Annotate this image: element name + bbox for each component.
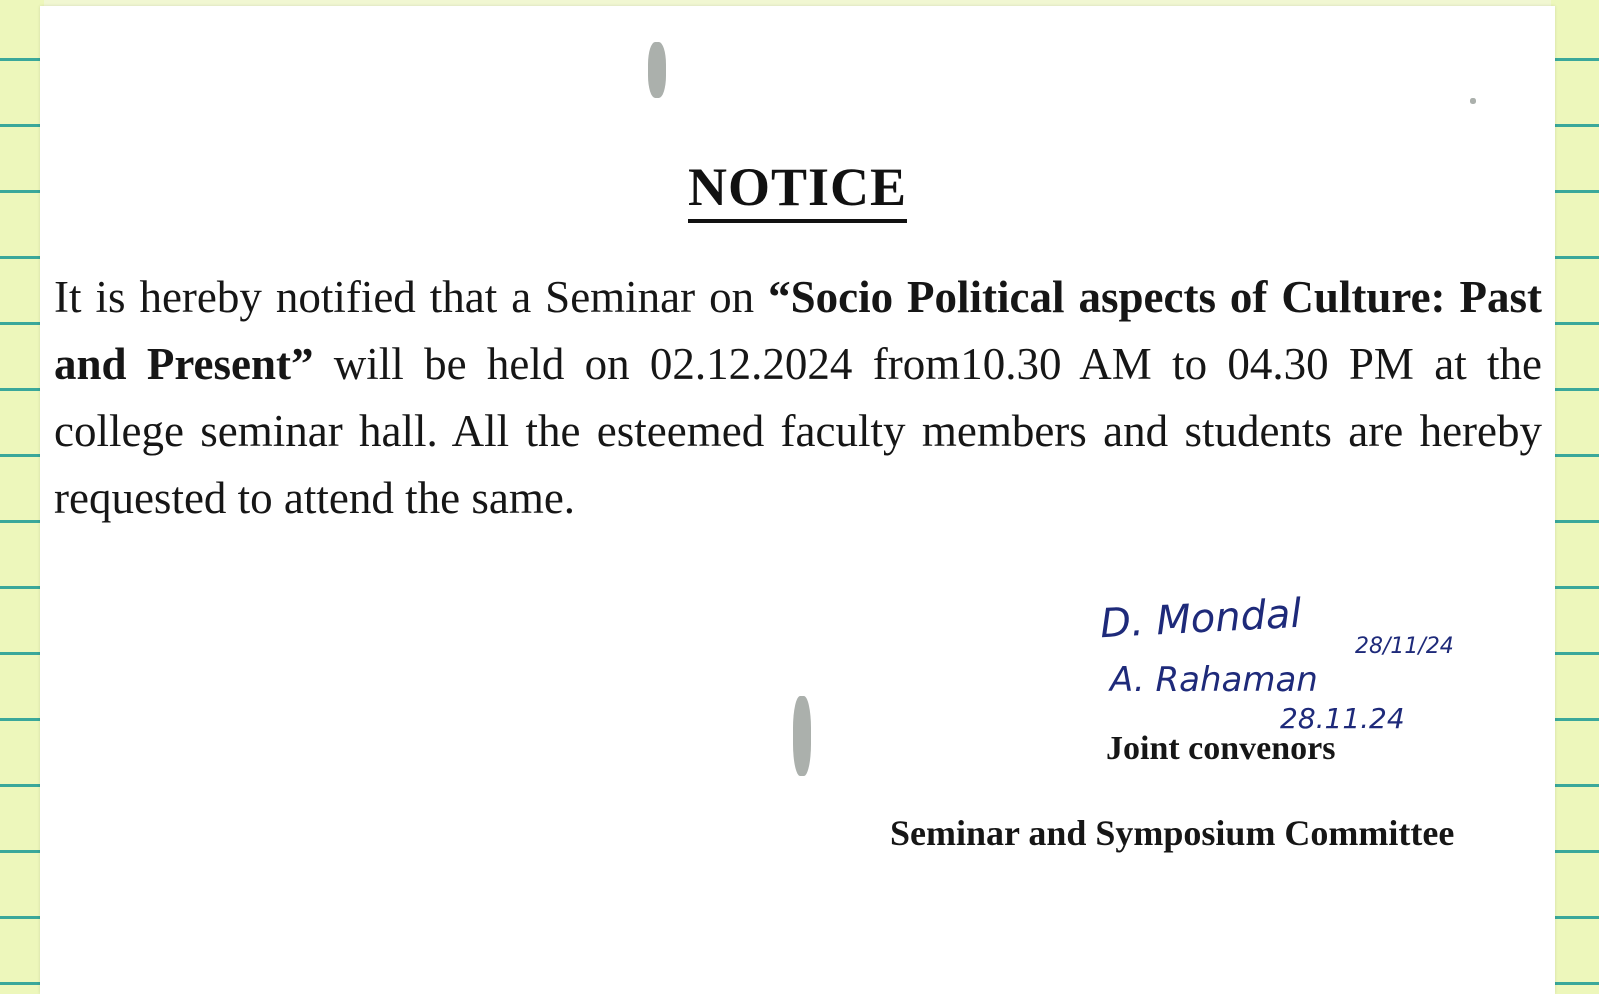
ledger-paper-left-edge	[0, 0, 44, 994]
seminar-topic: “Socio Political aspects of Culture: Past and Present”	[54, 272, 1542, 389]
notice-body	[54, 264, 1542, 532]
notice-intro: It is hereby notified that a Seminar on	[54, 272, 769, 322]
committee-name: Seminar and Symposium Committee	[890, 813, 1455, 853]
pin-mark-bottom	[793, 696, 811, 776]
notice-title	[40, 156, 1555, 218]
signature-date-2: 28.11.24	[1280, 702, 1405, 735]
signature-date-1: 28/11/24	[1355, 634, 1454, 659]
ledger-paper-right-edge	[1551, 0, 1599, 994]
notice-details: will be held on 02.12.2024 from10.30 AM to 04.30 PM at the college seminar hall. All the esteemed faculty members and students are hereby requested to attend the same.	[54, 339, 1542, 523]
joint-convenors-label: Joint convenors	[1106, 730, 1336, 767]
signature-a-rahaman: A. Rahaman	[1110, 660, 1318, 700]
pin-mark-top	[648, 42, 666, 98]
notice-sheet	[40, 6, 1555, 994]
speck-top-right	[1470, 98, 1476, 104]
signature-block	[1100, 576, 1520, 746]
notice-title-text: NOTICE	[688, 157, 907, 223]
signature-d-mondal: D. Mondal	[1098, 590, 1303, 648]
